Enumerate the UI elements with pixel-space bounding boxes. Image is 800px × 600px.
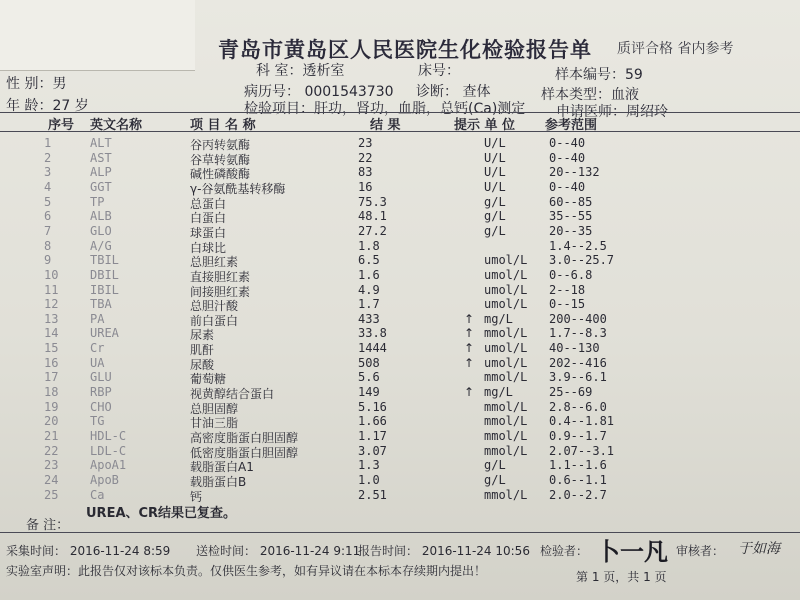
row-no: 8: [44, 238, 52, 253]
bed-number: 床号：: [418, 63, 460, 79]
row-no: 12: [44, 297, 59, 312]
row-unit: umol/L: [484, 253, 528, 268]
lab-disclaimer: 实验室声明：此报告仅对该标本负责。仅供医生参考，如有异议请在本标本存续期内提出！: [6, 564, 487, 578]
row-range: 1.4--2.5: [549, 238, 607, 253]
row-unit: U/L: [484, 136, 506, 150]
row-no: 2: [44, 150, 52, 165]
row-name: 视黄醇结合蛋白: [190, 387, 275, 402]
row-result: 1.3: [358, 458, 380, 473]
patient-age: 年 龄：27 岁: [6, 98, 89, 114]
row-unit: U/L: [484, 165, 506, 180]
row-range: 3.9--6.1: [549, 370, 607, 385]
footer-rule: [0, 532, 800, 533]
row-eng: ALT: [90, 136, 112, 150]
row-range: 2.0--2.7: [549, 487, 607, 502]
row-eng: ALB: [90, 209, 112, 224]
row-unit: mmol/L: [484, 443, 528, 458]
row-unit: mmol/L: [484, 487, 528, 502]
row-name: 总蛋白: [190, 196, 227, 211]
row-no: 22: [44, 443, 59, 458]
report-time: 报告时间： 2016-11-24 10:56: [358, 544, 530, 558]
row-unit: umol/L: [484, 341, 528, 356]
row-result: 23: [358, 136, 373, 150]
row-unit: mmol/L: [484, 370, 528, 385]
row-eng: GLO: [90, 223, 112, 238]
row-eng: Cr: [90, 341, 105, 356]
row-name: 总胆红素: [190, 255, 239, 270]
row-eng: ALP: [90, 165, 112, 180]
row-no: 10: [44, 267, 59, 282]
row-eng: IBIL: [90, 282, 119, 297]
row-eng: ApoA1: [90, 458, 127, 473]
row-no: 14: [44, 326, 59, 341]
row-unit: g/L: [484, 209, 506, 224]
row-unit: mg/L: [484, 311, 513, 326]
row-result: 6.5: [358, 253, 380, 268]
row-eng: LDL-C: [90, 443, 127, 458]
requesting-doctor: 申请医师：周绍玲: [556, 104, 668, 120]
header-rule-bottom: [0, 131, 800, 132]
row-result: 1.6: [358, 267, 380, 282]
row-unit: umol/L: [484, 267, 528, 282]
row-eng: ApoB: [90, 472, 119, 487]
row-result: 1.0: [358, 472, 380, 487]
row-result: 1.8: [358, 238, 380, 253]
row-eng: A/G: [90, 238, 112, 253]
tester-label: 检验者：: [540, 544, 589, 558]
row-unit: mmol/L: [484, 429, 528, 443]
row-range: 0.9--1.7: [549, 429, 607, 443]
diagnosis: 诊断： 查体: [416, 84, 491, 100]
row-range: 0--40: [549, 136, 586, 150]
row-result: 1.66: [358, 414, 387, 429]
row-no: 4: [44, 179, 52, 194]
row-no: 20: [44, 414, 59, 429]
row-name: 尿素: [190, 328, 215, 343]
report-title: 青岛市黄岛区人民医院生化检验报告单: [218, 38, 592, 62]
test-items: 检验项目：肝功，肾功，血脂，总钙(Ca)测定: [244, 101, 526, 117]
row-eng: CHO: [90, 399, 112, 414]
row-unit: g/L: [484, 458, 506, 473]
page-number: 第 1 页，共 1 页: [576, 570, 667, 584]
row-result: 27.2: [358, 223, 387, 238]
row-range: 0--15: [549, 297, 586, 312]
row-range: 0--40: [549, 179, 586, 194]
record-number: 病历号： 0001543730: [244, 84, 394, 100]
row-unit: umol/L: [484, 355, 528, 370]
row-range: 1.1--1.6: [549, 458, 607, 473]
department: 科 室：透析室: [256, 63, 345, 79]
row-no: 3: [44, 165, 52, 180]
row-eng: TG: [90, 414, 105, 429]
row-range: 200--400: [549, 311, 607, 326]
row-no: 11: [44, 282, 59, 297]
row-name: 总胆固醇: [190, 401, 239, 416]
row-no: 25: [44, 487, 59, 502]
row-name: 谷丙转氨酶: [190, 138, 251, 152]
row-name: 间接胆红素: [190, 284, 251, 299]
row-range: 1.7--8.3: [549, 326, 607, 341]
row-eng: Ca: [90, 487, 105, 502]
row-range: 0.6--1.1: [549, 472, 607, 487]
row-no: 24: [44, 472, 59, 487]
reviewer-label: 审核者：: [676, 544, 725, 558]
row-result: 1.17: [358, 429, 387, 443]
row-result: 75.3: [358, 194, 387, 209]
tester-signature: [596, 532, 668, 567]
row-name: 前白蛋白: [190, 313, 239, 328]
row-unit: mmol/L: [484, 326, 528, 341]
row-no: 23: [44, 458, 59, 473]
row-name: 肌酐: [190, 343, 215, 358]
sample-number: 样本编号：59: [555, 67, 643, 83]
row-no: 1: [44, 136, 52, 150]
patient-gender: 性 别：男: [6, 76, 67, 92]
row-no: 18: [44, 385, 59, 400]
row-range: 202--416: [549, 355, 607, 370]
row-no: 16: [44, 355, 59, 370]
sample-type: 样本类型：血液: [541, 87, 639, 103]
row-eng: UA: [90, 355, 105, 370]
col-header-item: 项 目 名 称: [190, 118, 256, 133]
row-name: 白球比: [190, 240, 227, 255]
row-result: 5.16: [358, 399, 387, 414]
row-unit: g/L: [484, 472, 506, 487]
row-no: 7: [44, 223, 52, 238]
row-unit: mg/L: [484, 385, 513, 400]
row-name: 直接胆红素: [190, 269, 251, 284]
row-result: 149: [358, 385, 380, 400]
row-eng: TBIL: [90, 253, 119, 268]
col-header-flag-unit: 提示 单 位: [454, 118, 516, 133]
submit-time: 送检时间： 2016-11-24 9:11: [196, 544, 361, 558]
row-result: 4.9: [358, 282, 380, 297]
row-name: γ-谷氨酰基转移酶: [190, 181, 286, 196]
row-range: 0--40: [549, 150, 586, 165]
row-flag-arrow-icon: ↑: [464, 326, 475, 341]
row-range: 2.8--6.0: [549, 399, 607, 414]
col-header-no: 序号: [48, 118, 75, 133]
row-eng: TBA: [90, 297, 112, 312]
row-name: 总胆汁酸: [190, 299, 239, 314]
remark-label: 备 注：: [26, 518, 70, 533]
row-range: 60--85: [549, 194, 593, 209]
row-no: 21: [44, 429, 59, 443]
row-unit: mmol/L: [484, 414, 528, 429]
row-unit: g/L: [484, 194, 506, 209]
row-flag-arrow-icon: ↑: [464, 311, 475, 326]
row-range: 0.4--1.81: [549, 414, 615, 429]
row-name: 碱性磷酸酶: [190, 167, 251, 182]
row-unit: U/L: [484, 179, 506, 194]
row-result: 433: [358, 311, 380, 326]
row-result: 1.7: [358, 297, 380, 312]
row-eng: GLU: [90, 370, 112, 385]
row-name: 钙: [190, 489, 203, 504]
row-unit: U/L: [484, 150, 506, 165]
row-range: 20--132: [549, 165, 600, 180]
tester-signature-text: 卜一凡: [596, 537, 668, 566]
row-result: 5.6: [358, 370, 380, 385]
row-result: 33.8: [358, 326, 387, 341]
row-name: 低密度脂蛋白胆固醇: [190, 445, 299, 460]
row-eng: TP: [90, 194, 105, 209]
row-no: 17: [44, 370, 59, 385]
row-name: 甘油三脂: [190, 416, 239, 431]
col-header-range: 参考范围: [545, 118, 598, 133]
row-name: 尿酸: [190, 357, 215, 372]
row-no: 6: [44, 209, 52, 224]
row-result: 22: [358, 150, 373, 165]
row-name: 葡萄糖: [190, 372, 227, 387]
row-no: 9: [44, 253, 52, 268]
col-header-eng: 英文名称: [90, 118, 143, 133]
row-result: 83: [358, 165, 373, 180]
row-name: 载脂蛋白A1: [190, 460, 254, 475]
row-range: 20--35: [549, 223, 593, 238]
row-no: 15: [44, 341, 59, 356]
col-header-result: 结 果: [370, 118, 401, 133]
row-no: 13: [44, 311, 59, 326]
row-name: 谷草转氨酶: [190, 152, 251, 167]
row-result: 16: [358, 179, 373, 194]
row-flag-arrow-icon: ↑: [464, 355, 475, 370]
row-unit: umol/L: [484, 282, 528, 297]
row-range: 2.07--3.1: [549, 443, 615, 458]
row-range: 35--55: [549, 209, 593, 224]
paper-edge: [0, 0, 195, 71]
row-range: 40--130: [549, 341, 600, 356]
row-eng: UREA: [90, 326, 119, 341]
row-name: 白蛋白: [190, 211, 227, 226]
row-eng: RBP: [90, 385, 112, 400]
reviewer-signature-text: 于如海: [738, 541, 780, 557]
row-range: 2--18: [549, 282, 586, 297]
row-no: 5: [44, 194, 52, 209]
row-unit: umol/L: [484, 297, 528, 312]
collect-time: 采集时间： 2016-11-24 8:59: [6, 544, 171, 558]
row-range: 0--6.8: [549, 267, 593, 282]
recheck-note: UREA、CR结果已复查。: [86, 506, 237, 521]
row-range: 25--69: [549, 385, 593, 400]
row-no: 19: [44, 399, 59, 414]
row-unit: g/L: [484, 223, 506, 238]
row-name: 球蛋白: [190, 225, 227, 240]
row-result: 48.1: [358, 209, 387, 224]
row-eng: DBIL: [90, 267, 119, 282]
row-result: 1444: [358, 341, 387, 356]
reviewer-signature: [738, 538, 780, 558]
row-name: 载脂蛋白B: [190, 474, 247, 489]
row-eng: AST: [90, 150, 112, 165]
row-result: 508: [358, 355, 380, 370]
quality-note: 质评合格 省内参考: [617, 41, 734, 57]
header-rule-top: [0, 112, 800, 113]
row-flag-arrow-icon: ↑: [464, 341, 475, 356]
row-range: 3.0--25.7: [549, 253, 615, 268]
row-flag-arrow-icon: ↑: [464, 385, 475, 400]
row-name: 高密度脂蛋白胆固醇: [190, 431, 299, 445]
row-eng: GGT: [90, 179, 112, 194]
row-eng: HDL-C: [90, 429, 127, 443]
row-result: 3.07: [358, 443, 387, 458]
row-unit: mmol/L: [484, 399, 528, 414]
row-result: 2.51: [358, 487, 387, 502]
row-eng: PA: [90, 311, 105, 326]
